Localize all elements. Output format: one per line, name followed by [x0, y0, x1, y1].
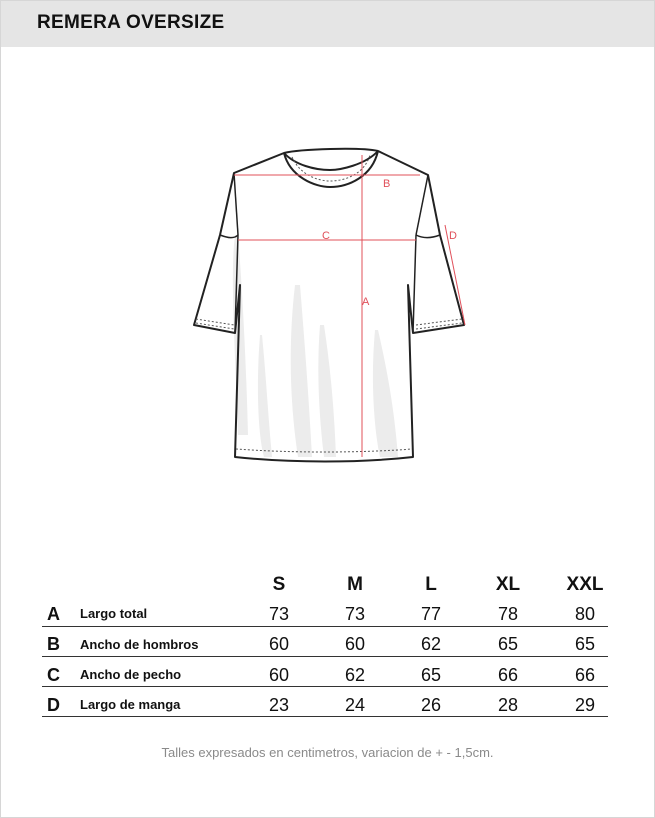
size-header-l: L — [425, 574, 437, 595]
table-cell: 60 — [268, 634, 290, 654]
table-cell: 62 — [420, 634, 442, 654]
label-d: D — [449, 230, 457, 242]
row-label: Ancho de hombros — [80, 637, 199, 652]
label-c: C — [322, 230, 330, 242]
table-cell: 60 — [268, 665, 290, 685]
tshirt-diagram — [180, 135, 480, 475]
table-cell: 66 — [574, 665, 596, 685]
table-cell: 62 — [344, 665, 366, 685]
shading — [233, 235, 398, 457]
table-cell: 24 — [344, 695, 366, 715]
table-cell: 28 — [497, 695, 519, 715]
label-a: A — [362, 296, 370, 308]
row-label: Largo de manga — [80, 697, 181, 712]
row-letter: D — [47, 695, 60, 715]
footnote: Talles expresados en centimetros, variacion de + - 1,5cm. — [161, 745, 494, 760]
row-divider — [42, 626, 608, 627]
header-bar — [1, 1, 654, 47]
table-cell: 78 — [497, 604, 519, 624]
table-cell: 80 — [574, 604, 596, 624]
table-cell: 66 — [497, 665, 519, 685]
size-header-xxl: XXL — [566, 574, 604, 595]
table-cell: 77 — [420, 604, 442, 624]
measurement-lines — [234, 155, 465, 457]
row-letter: C — [47, 665, 60, 685]
table-cell: 23 — [268, 695, 290, 715]
table-cell: 29 — [574, 695, 596, 715]
table-cell: 73 — [268, 604, 290, 624]
size-header-xl: XL — [495, 574, 521, 595]
row-letter: A — [47, 604, 60, 624]
page-title: REMERA OVERSIZE — [37, 12, 225, 33]
table-cell: 65 — [497, 634, 519, 654]
row-divider — [42, 686, 608, 687]
size-header-s: S — [272, 574, 286, 595]
row-label: Largo total — [80, 606, 148, 621]
row-divider — [42, 716, 608, 717]
table-cell: 73 — [344, 604, 366, 624]
row-divider — [42, 656, 608, 657]
label-b: B — [383, 178, 391, 190]
row-label: Ancho de pecho — [80, 667, 182, 682]
row-letter: B — [47, 634, 60, 654]
table-cell: 26 — [420, 695, 442, 715]
size-header-m: M — [347, 574, 363, 595]
table-cell: 65 — [420, 665, 442, 685]
table-cell: 65 — [574, 634, 596, 654]
table-cell: 60 — [344, 634, 366, 654]
